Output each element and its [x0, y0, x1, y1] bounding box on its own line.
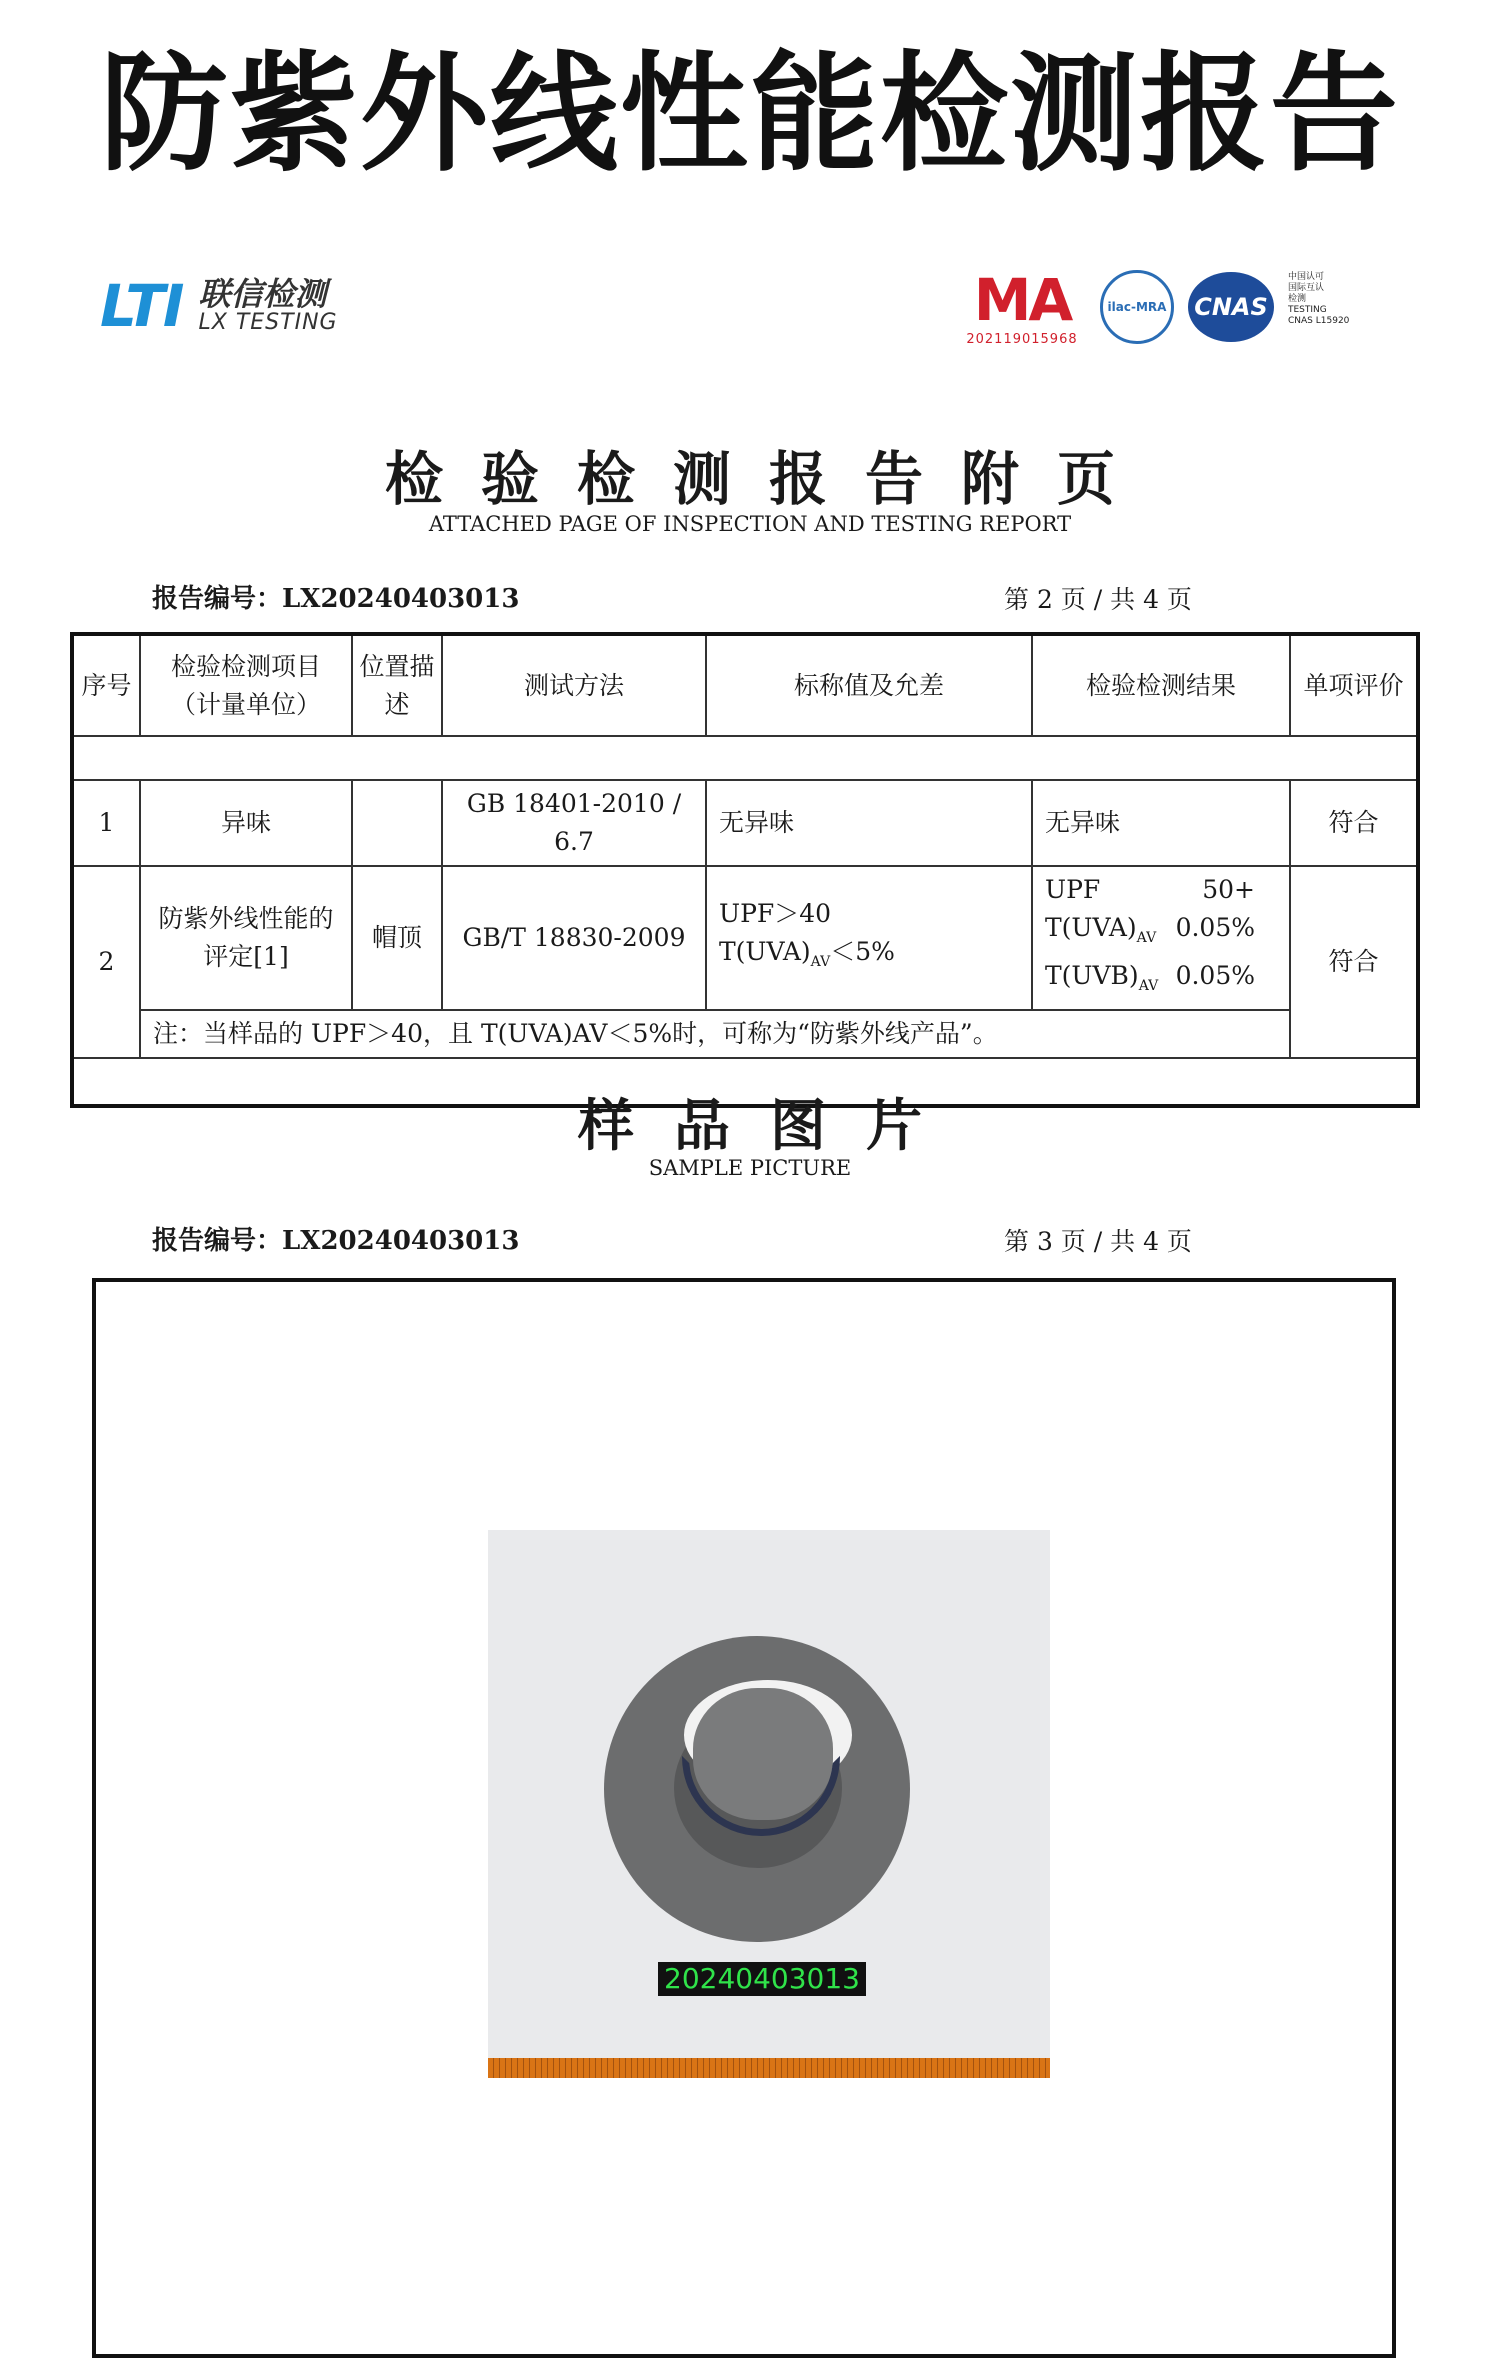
table-row: 2 防紫外线性能的评定[1] 帽顶 GB/T 18830-2009 UPF＞40 $T(UVA)_{AV}<5\%$ UPF 50+ $T(UVA)_{AV}$ 0.05% $T(UVB)_{AV}$ 0.05% 符合 [72, 866, 1418, 1010]
cma-logo [960, 268, 1084, 347]
sample-picture-title-en: SAMPLE PICTURE [648, 1156, 852, 1180]
header-no: 序号 [72, 634, 140, 736]
report-number: 报告编号：LX20240403013 [152, 584, 520, 614]
inspection-table [70, 632, 1420, 1108]
page-indicator: 第 2 页 / 共 4 页 [1004, 585, 1192, 614]
table-header-row [72, 634, 1418, 736]
sample-id-sticker: 20240403013 [658, 1962, 866, 1996]
cnas-note: 中国认可 国际互认 检测 TESTING CNAS L15920 [1288, 272, 1350, 326]
header-result: 检验检测结果 [1032, 634, 1290, 736]
lab-logo [100, 270, 338, 342]
attached-page-title: 检验检测报告附页 [384, 445, 1153, 513]
header-method: 测试方法 [442, 634, 706, 736]
page-indicator-2: 第 3 页 / 共 4 页 [1004, 1227, 1192, 1256]
table-note-row [72, 1010, 1418, 1058]
table-row: 1 异味 GB 18401-2010 / 6.7 无异味 无异味 符合 [72, 780, 1418, 866]
report-number-2: 报告编号：LX20240403013 [152, 1226, 520, 1256]
cnas-logo: CNAS [1188, 272, 1274, 342]
page-headline: 防紫外线性能检测报告 [99, 40, 1400, 189]
header-verdict: 单项评价 [1290, 634, 1418, 736]
cma-mark: MA [973, 266, 1071, 334]
ilac-mra-logo: ilac-MRA [1100, 270, 1174, 344]
measuring-ruler [488, 2058, 1050, 2078]
header-item: 检验检测项目（计量单位） [140, 634, 352, 736]
table-note: 注：当样品的 UPF＞40，且 T(UVA)AV＜5%时，可称为“防紫外线产品”。 [140, 1010, 1290, 1058]
header-position: 位置描述 [352, 634, 442, 736]
sample-picture-title: 样品图片 [578, 1093, 962, 1159]
result-cell: UPF 50+ $T(UVA)_{AV}$ 0.05% $T(UVB)_{AV}$ 0.05% [1032, 866, 1290, 1010]
attached-page-title-en: ATTACHED PAGE OF INSPECTION AND TESTING REPORT [428, 512, 1072, 536]
lab-name-cn: 联信检测 [198, 274, 327, 313]
lab-logo-mark: LTI [100, 272, 183, 340]
header-nominal: 标称值及允差 [706, 634, 1032, 736]
cma-number: 202119015968 [966, 332, 1078, 347]
lab-name-en: LX TESTING [198, 310, 338, 336]
sample-photo [488, 1530, 1050, 2078]
table-spacer-row [72, 736, 1418, 780]
